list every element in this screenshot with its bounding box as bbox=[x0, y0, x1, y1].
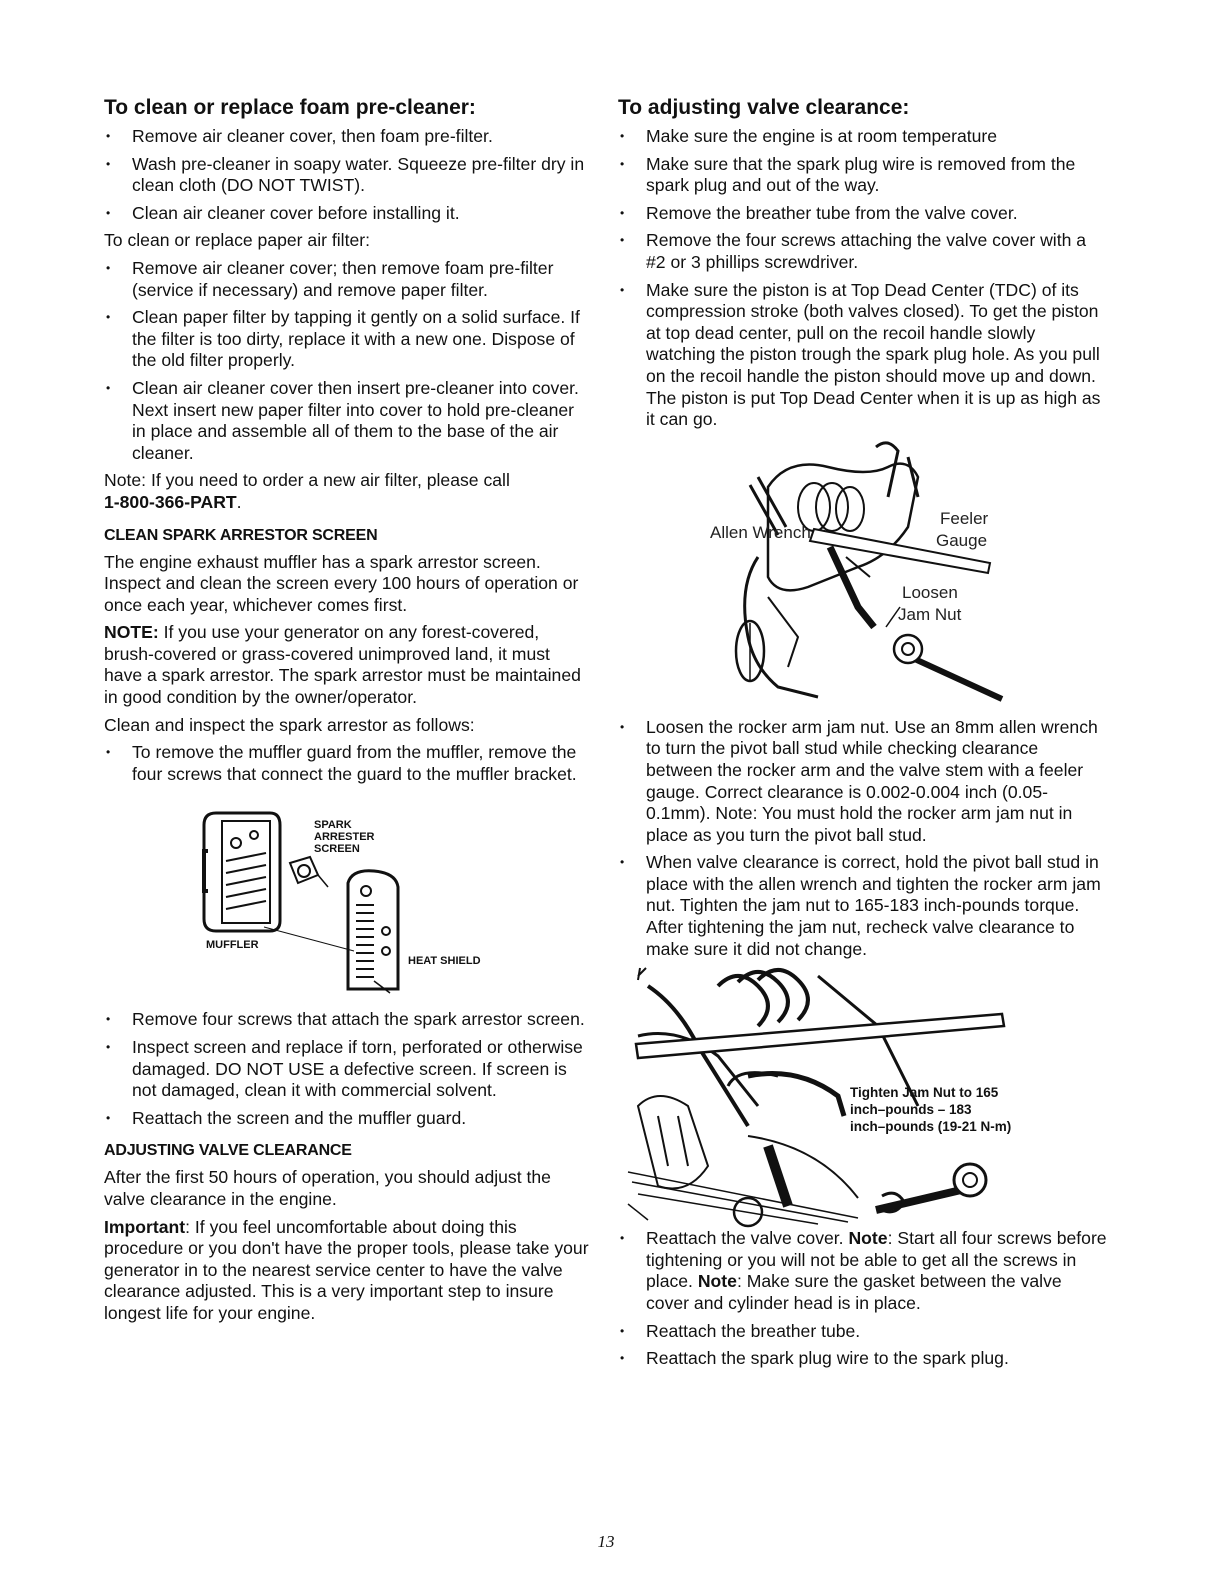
list-item: • Clean air cleaner cover then insert pre-cleaner into cover. Next insert new paper filter into cover to hold pre-cleaner in place and assemble all of them to the base of the air cleaner. bbox=[104, 378, 592, 464]
tighten-figure bbox=[618, 966, 1108, 1228]
list-item: • Clean paper filter by tapping it gently on a solid surface. If the filter is too dirty, replace it with a new one. Dispose of the old filter properly. bbox=[104, 307, 592, 372]
list-item: • Reattach the breather tube. bbox=[618, 1321, 1108, 1343]
loosen-label-line2: Jam Nut bbox=[898, 604, 962, 624]
screen-steps-list bbox=[104, 1009, 592, 1129]
valve-heading: ADJUSTING VALVE CLEARANCE bbox=[104, 1142, 352, 1160]
note2-text: If you use your generator on any forest-covered, brush-covered or grass-covered unimproved land, it must have a spark arrestor. The spark arrestor must be maintained in good condition by the owner/operator. bbox=[104, 622, 581, 708]
tighten-label-line2: inch–pounds – 183 bbox=[850, 1102, 972, 1118]
feeler-label-line1: Feeler bbox=[940, 508, 989, 528]
tighten-label-line3: inch–pounds (19-21 N-m) bbox=[850, 1119, 1012, 1135]
inspect-intro: Clean and inspect the spark arrestor as follows: bbox=[104, 714, 475, 735]
list-item: • Reattach the spark plug wire to the spark plug. bbox=[618, 1348, 1108, 1370]
valve-clearance-heading: To adjusting valve clearance: bbox=[618, 96, 910, 119]
heat-shield-label: HEAT SHIELD bbox=[408, 955, 481, 968]
list-item: • Make sure the engine is at room temperature bbox=[618, 126, 1108, 148]
list-item: • Remove the breather tube from the valve cover. bbox=[618, 203, 1108, 225]
foam-steps-list bbox=[104, 126, 592, 224]
feeler-gauge-figure bbox=[618, 437, 1108, 717]
list-item: • Remove air cleaner cover, then foam pre-filter. bbox=[104, 126, 592, 148]
order-note-end: . bbox=[236, 491, 242, 512]
list-item: • Make sure that the spark plug wire is removed from the spark plug and out of the way. bbox=[618, 154, 1108, 197]
feeler-gauge-diagram bbox=[618, 437, 1108, 717]
spark-heading: CLEAN SPARK ARRESTOR SCREEN bbox=[104, 526, 378, 544]
left-column bbox=[104, 96, 592, 1331]
important-para bbox=[104, 1217, 592, 1325]
list-item: • Reattach the screen and the muffler guard. bbox=[104, 1108, 592, 1130]
list-item: • Clean air cleaner cover before installing it. bbox=[104, 203, 592, 225]
list-item: • Inspect screen and replace if torn, perforated or otherwise damaged. DO NOT USE a defective screen. If screen is not damaged, clean it with commercial solvent. bbox=[104, 1037, 592, 1102]
allen-wrench-label: Allen Wrench bbox=[710, 522, 811, 542]
valve-steps-list bbox=[618, 126, 1108, 431]
spark-para: The engine exhaust muffler has a spark arrestor screen. Inspect and clean the screen every 100 hours of operation or once each year, whichever comes first. bbox=[104, 551, 579, 615]
adjust-steps-list bbox=[618, 717, 1108, 961]
list-item: • To remove the muffler guard from the muffler, remove the four screws that connect the guard to the muffler bracket. bbox=[104, 742, 592, 785]
valve-para: After the first 50 hours of operation, you should adjust the valve clearance in the engine. bbox=[104, 1167, 551, 1209]
note-word-1: Note bbox=[848, 1228, 888, 1249]
list-item: • When valve clearance is correct, hold the pivot ball stud in place with the allen wrench and tighten the rocker arm jam nut. Tighten the jam nut to 165-183 inch-pounds torque. After tightening the jam nut, recheck valve clearance to make sure it did not change. bbox=[618, 852, 1108, 960]
muffler-steps-list bbox=[104, 742, 592, 785]
loosen-label-line1: Loosen bbox=[902, 582, 958, 602]
list-item: • Make sure the piston is at Top Dead Center (TDC) of its compression stroke (both valves closed). To get the piston at top dead center, pull on the recoil handle slowly watching the piston trough the spark plug hole. As you pull on the recoil handle the piston should move up and down. The piston is put Top Dead Center when it is up as high as it can go. bbox=[618, 280, 1108, 431]
note2-label: NOTE: bbox=[104, 622, 159, 643]
list-item: • Remove four screws that attach the spark arrestor screen. bbox=[104, 1009, 592, 1031]
important-text: : If you feel uncomfortable about doing this procedure or you don't have the proper tools, please take your generator in to the nearest service center to have the valve clearance adjusted. This is a very important step to insure longest life for your engine. bbox=[104, 1216, 589, 1323]
order-phone: 1-800-366-PART bbox=[104, 491, 237, 512]
foam-heading: To clean or replace foam pre-cleaner: bbox=[104, 96, 476, 119]
order-note bbox=[104, 470, 592, 513]
reattach-text-a: Reattach the valve cover. bbox=[646, 1228, 849, 1249]
important-label: Important bbox=[104, 1216, 186, 1237]
list-item: • Remove the four screws attaching the valve cover with a #2 or 3 phillips screwdriver. bbox=[618, 230, 1108, 273]
paper-steps-list bbox=[104, 258, 592, 464]
order-note-text: Note: If you need to order a new air filter, please call bbox=[104, 470, 510, 491]
note2 bbox=[104, 622, 592, 708]
tighten-label-line1: Tighten Jam Nut to 165 bbox=[850, 1085, 999, 1101]
page-number: 13 bbox=[597, 1532, 615, 1551]
list-item: • Remove air cleaner cover; then remove foam pre-filter (service if necessary) and remove paper filter. bbox=[104, 258, 592, 301]
muffler-figure bbox=[104, 791, 592, 1009]
list-item bbox=[618, 1228, 1108, 1314]
reattach-text-b: : Start all four screws before tightening or you will not be able to get all the screws in place. bbox=[646, 1228, 1107, 1292]
reattach-text-c: : Make sure the gasket between the valve cover and cylinder head is in place. bbox=[646, 1271, 1062, 1314]
right-column bbox=[618, 96, 1108, 1376]
list-item: • Wash pre-cleaner in soapy water. Squeeze pre-filter dry in clean cloth (DO NOT TWIST). bbox=[104, 154, 592, 197]
note-word-2: Note bbox=[697, 1271, 737, 1292]
spark-arrester-label: SPARK ARRESTER SCREEN bbox=[314, 819, 375, 856]
muffler-label: MUFFLER bbox=[206, 939, 259, 952]
reattach-steps-list bbox=[618, 1228, 1108, 1370]
paper-intro: To clean or replace paper air filter: bbox=[104, 230, 370, 251]
feeler-label-line2: Gauge bbox=[936, 530, 988, 550]
list-item: • Loosen the rocker arm jam nut. Use an 8mm allen wrench to turn the pivot ball stud while checking clearance between the rocker arm and the valve stem with a feeler gauge. Correct clearance is 0.002-0.004 inch (0.05-0.1mm). Note: You must hold the rocker arm jam nut in place as you turn the pivot ball stud. bbox=[618, 717, 1108, 847]
